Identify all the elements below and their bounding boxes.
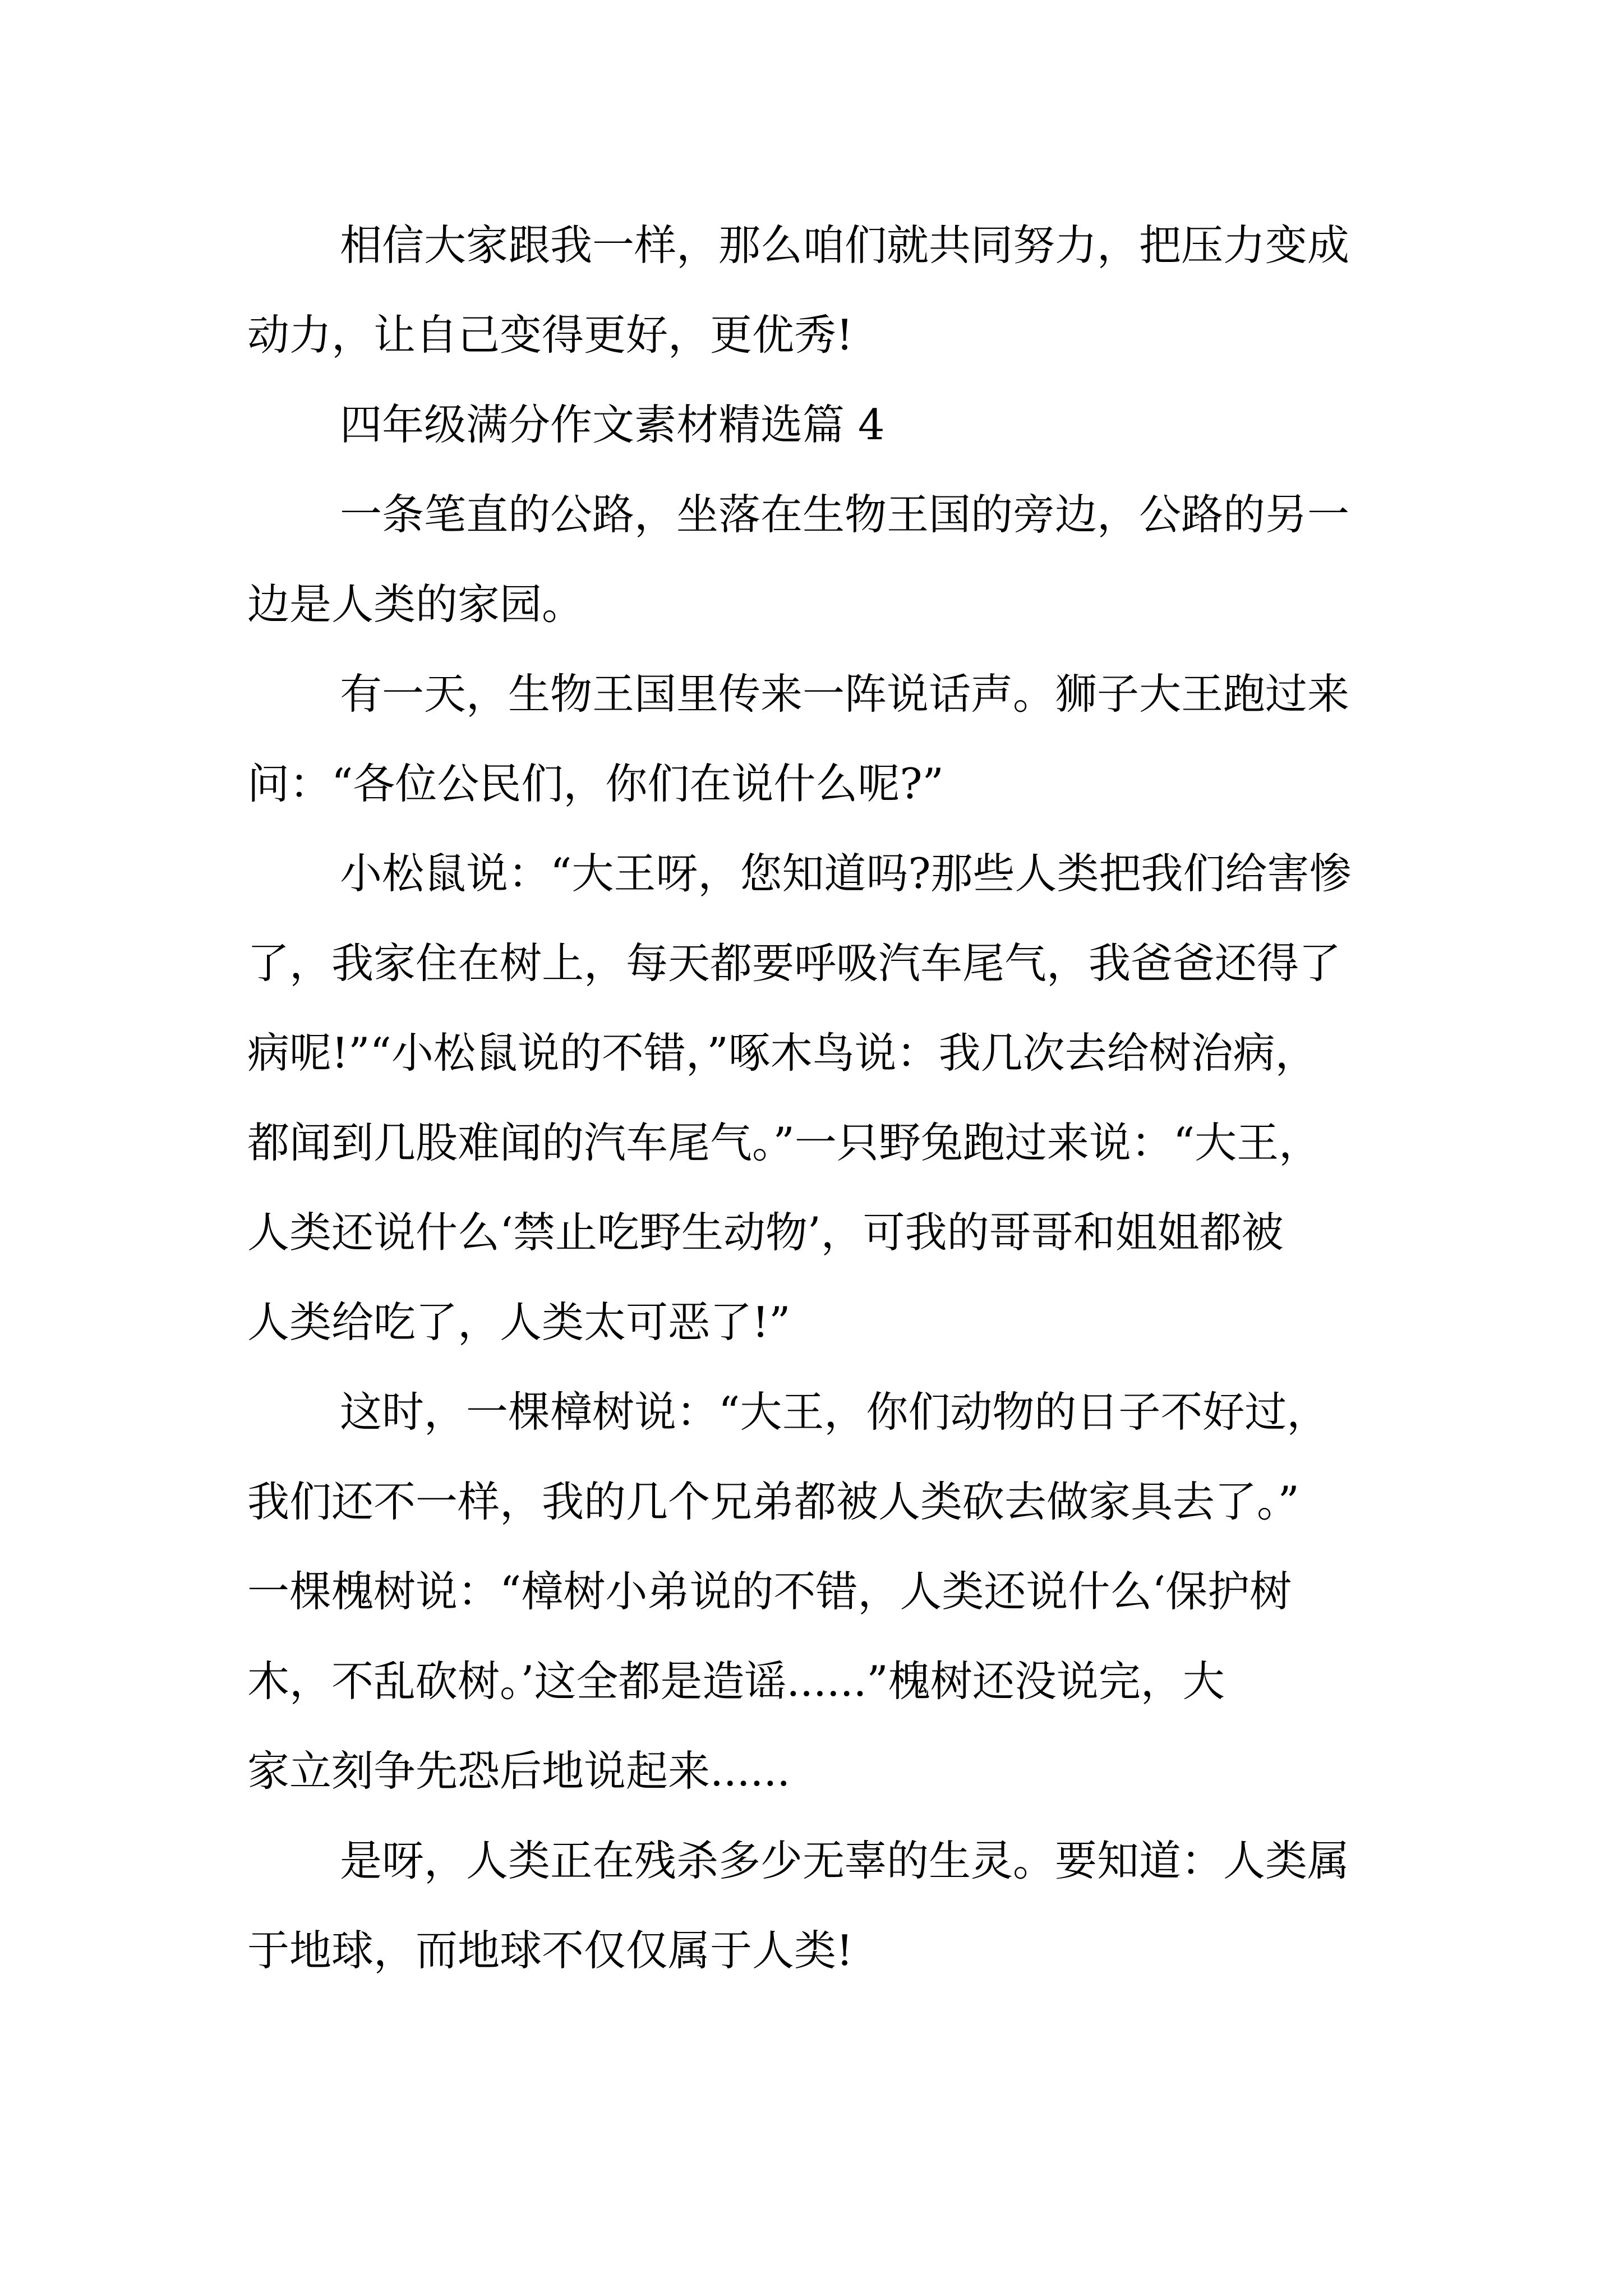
- paragraph-5-line-1: 这时，一棵樟树说：“大王，你们动物的日子不好过，: [340, 1387, 1329, 1437]
- paragraph-1-line-2: 动力，让自己变得更好，更优秀!: [247, 310, 854, 360]
- paragraph-5-line-5: 家立刻争先恐后地说起来......: [247, 1746, 791, 1796]
- paragraph-5-line-3: 一棵槐树说：“樟树小弟说的不错，人类还说什么‘保护树: [247, 1567, 1292, 1616]
- paragraph-4-line-1: 小松鼠说：“大王呀，您知道吗?那些人类把我们给害惨: [340, 849, 1352, 898]
- paragraph-5-line-4: 木，不乱砍树。’这全都是造谣......”槐树还没说完，大: [247, 1657, 1225, 1706]
- paragraph-4-line-4: 都闻到几股难闻的汽车尾气。”一只野兔跑过来说：“大王，: [247, 1118, 1321, 1167]
- section-heading: 四年级满分作文素材精选篇 4: [340, 400, 885, 449]
- paragraph-4-line-2: 了，我家住在树上，每天都要呼吸汽车尾气，我爸爸还得了: [247, 938, 1341, 988]
- paragraph-4-line-3: 病呢!”“小松鼠说的不错，”啄木鸟说：我几次去给树治病，: [247, 1028, 1317, 1078]
- paragraph-3-line-2: 问：“各位公民们，你们在说什么呢?”: [247, 759, 944, 808]
- paragraph-5-line-2: 我们还不一样，我的几个兄弟都被人类砍去做家具去了。”: [247, 1477, 1299, 1526]
- paragraph-1-line-1: 相信大家跟我一样，那么咱们就共同努力，把压力变成: [340, 220, 1350, 270]
- paragraph-2-line-1: 一条笔直的公路，坐落在生物王国的旁边，公路的另一: [340, 490, 1350, 539]
- paragraph-2-line-2: 边是人类的家园。: [247, 579, 584, 629]
- paragraph-3-line-1: 有一天，生物王国里传来一阵说话声。狮子大王跑过来: [340, 669, 1350, 719]
- paragraph-6-line-2: 于地球，而地球不仅仅属于人类!: [247, 1926, 854, 1975]
- paragraph-6-line-1: 是呀，人类正在残杀多少无辜的生灵。要知道：人类属: [340, 1836, 1350, 1885]
- paragraph-4-line-6: 人类给吃了，人类太可恶了!”: [247, 1297, 791, 1347]
- paragraph-4-line-5: 人类还说什么‘禁止吃野生动物’，可我的哥哥和姐姐都被: [247, 1208, 1284, 1257]
